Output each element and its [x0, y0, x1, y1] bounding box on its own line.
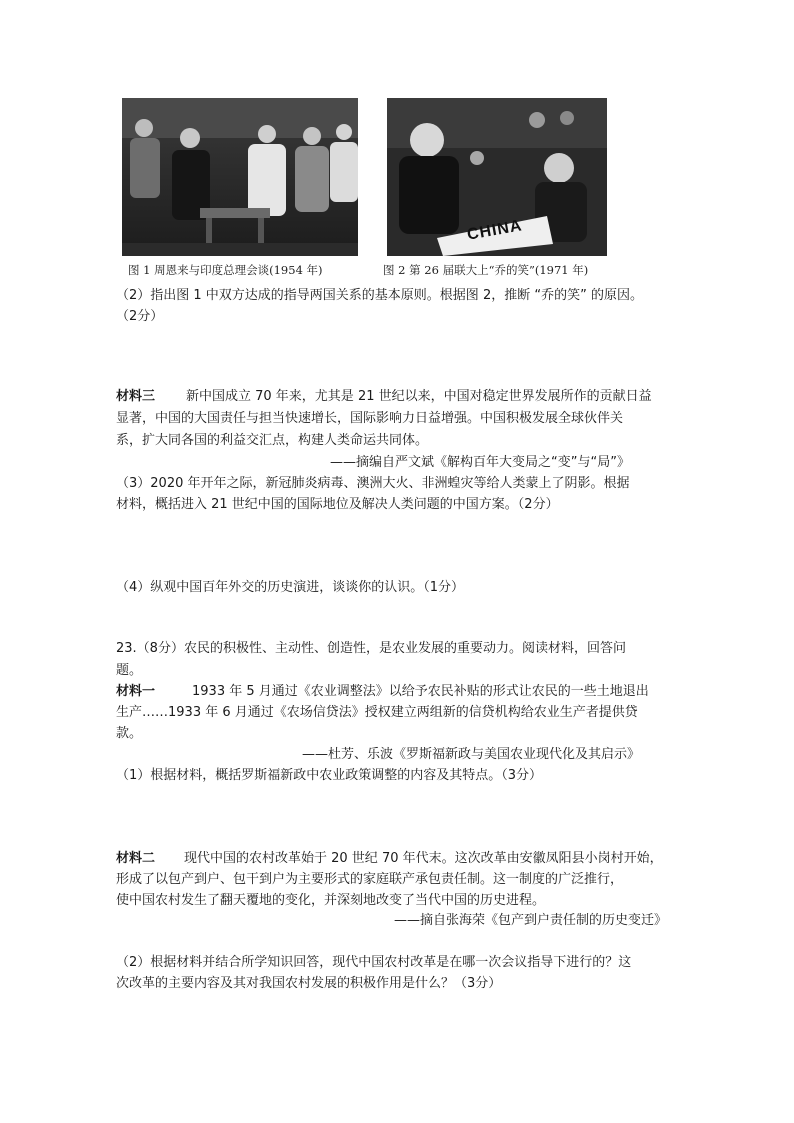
china-placard-text: CHINA [465, 217, 524, 244]
question-23-line-1: 23.（8分）农民的积极性、主动性、创造性，是农业发展的重要动力。阅读材料，回答问 [116, 641, 626, 656]
material-2-line-1: 现代中国的农村改革始于 20 世纪 70 年代末。这次改革由安徽凤阳县小岗村开始， [184, 851, 663, 866]
material-3-line-2: 显著，中国的大国责任与担当快速增长，国际影响力日益增强。中国积极发展全球伙伴关 [116, 411, 624, 426]
material-1-line-3: 款。 [116, 726, 143, 741]
figure-1-illustration [122, 98, 358, 256]
figure-2-photo [387, 98, 607, 256]
figure-2-caption: 图 2 第 26 届联大上“乔的笑”(1971 年) [383, 263, 589, 277]
material-1-source: ——杜芳、乐波《罗斯福新政与美国农业现代化及其启示》 [302, 747, 641, 762]
figure-1-photo [122, 98, 358, 256]
question-23-2-line-1: （2）根据材料并结合所学知识回答，现代中国农村改革是在哪一次会议指导下进行的？这 [116, 955, 632, 970]
material-3-label: 材料三 [116, 389, 156, 404]
question-23-line-2: 题。 [116, 663, 143, 678]
material-1-line-1: 1933 年 5 月通过《农业调整法》以给予农民补贴的形式让农民的一些土地退出 [192, 684, 649, 699]
material-2-line-2: 形成了以包产到户、包干到户为主要形式的家庭联产承包责任制。这一制度的广泛推行， [116, 872, 624, 887]
material-1-label: 材料一 [116, 684, 156, 699]
question-23-2-line-2: 次改革的主要内容及其对我国农村发展的积极作用是什么？（3分） [116, 976, 502, 991]
question-2-line-2: （2分） [116, 309, 164, 324]
material-3-line-3: 系，扩大同各国的利益交汇点，构建人类命运共同体。 [116, 433, 429, 448]
material-1-line-2: 生产……1933 年 6 月通过《农场信贷法》授权建立两组新的信贷机构给农业生产者提供贷 [116, 705, 638, 720]
material-2-line-3: 使中国农村发生了翻天覆地的变化，并深刻地改变了当代中国的历史进程。 [116, 893, 546, 908]
question-4-line-1: （4）纵观中国百年外交的历史演进，谈谈你的认识。（1分） [116, 580, 465, 595]
material-2-source: ——摘自张海荣《包产到户责任制的历史变迁》 [394, 913, 668, 928]
question-3-line-1: （3）2020 年开年之际，新冠肺炎病毒、澳洲大火、非洲蝗灾等给人类蒙上了阴影。根据 [116, 476, 630, 491]
question-23-1-line-1: （1）根据材料，概括罗斯福新政中农业政策调整的内容及其特点。（3分） [116, 768, 543, 783]
material-2-label: 材料二 [116, 851, 156, 866]
question-3-line-2: 材料，概括进入 21 世纪中国的国际地位及解决人类问题的中国方案。（2分） [116, 497, 559, 512]
material-3-source: ——摘编自严文斌《解构百年大变局之“变”与“局”》 [330, 455, 630, 470]
question-2-line-1: （2）指出图 1 中双方达成的指导两国关系的基本原则。根据图 2，推断 “乔的笑” 的原因。 [116, 288, 643, 303]
material-3-line-1: 新中国成立 70 年来，尤其是 21 世纪以来，中国对稳定世界发展所作的贡献日益 [186, 389, 652, 404]
figure-1-caption: 图 1 周恩来与印度总理会谈(1954 年) [128, 263, 323, 277]
